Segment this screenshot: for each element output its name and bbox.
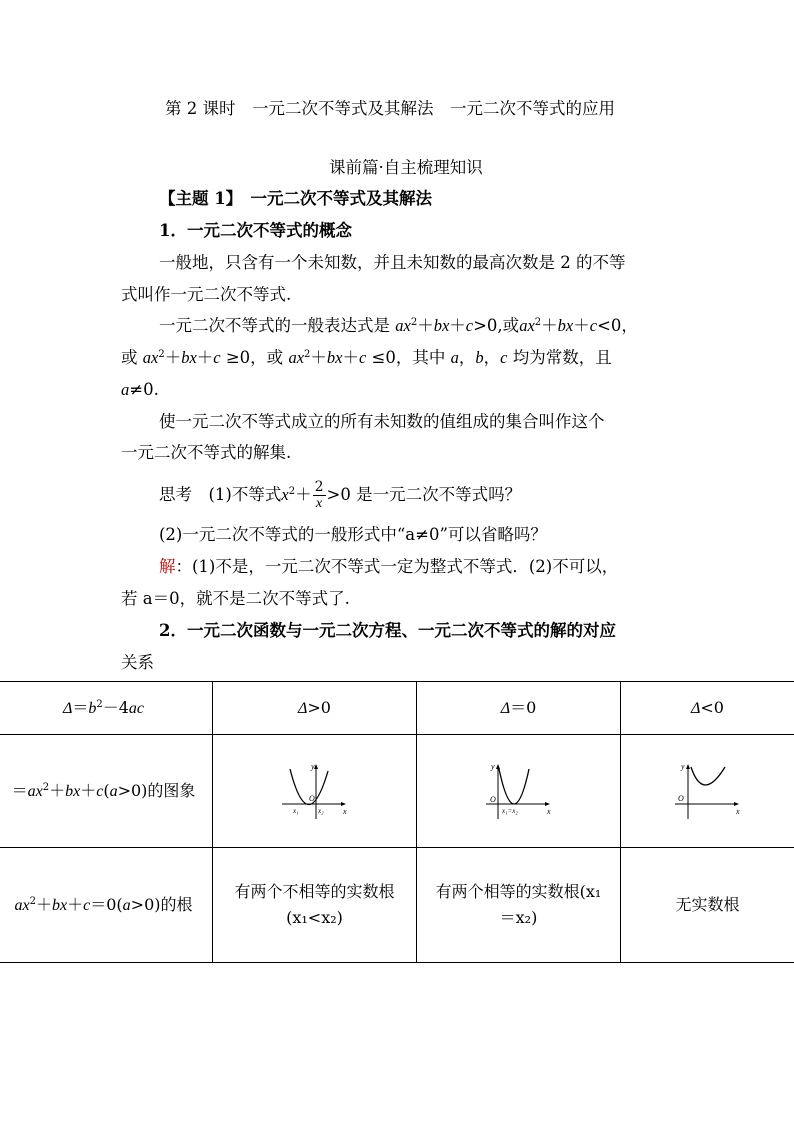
cell-roots-label: $ax^2+bx+c=0(a>0)$的根 [0, 848, 213, 963]
section-heading: 课前篇·自主梳理知识 [329, 158, 483, 177]
subheading-concept: 1．一元二次不等式的概念 [159, 221, 352, 240]
think-question-2: (2)一元二次不等式的一般形式中“a≠0”可以省略吗？ [159, 525, 547, 544]
cell-two-distinct-roots: 有两个不相等的实数根 (x₁<x₂) [213, 848, 417, 963]
answer-text-1: ：(1)不是，一元二次不等式一定为整式不等式．(2)不可以， [175, 557, 619, 576]
subheading-correspondence: 2．一元二次函数与一元二次方程、一元二次不等式的解的对应 [159, 621, 616, 640]
answer-label: 解 [159, 557, 176, 576]
subheading-correspondence-cont: 关系 [121, 653, 154, 672]
cell-graph-two-roots [213, 735, 417, 848]
svg-text:y: y [680, 762, 685, 771]
paragraph-definition-cont: 式叫作一元二次不等式. [121, 285, 292, 304]
topic-heading: 【主题 1】 一元二次不等式及其解法 [159, 189, 432, 208]
svg-text:x₂: x₂ [317, 807, 324, 815]
paragraph-general-form-cont: 或 $ax^2+bx+c \ge 0$，或 $ax^2+bx+c \le 0$，其中 a，b，c 均为常数，且 [121, 348, 612, 367]
cell-delta-positive: Δ>0 [213, 682, 417, 735]
paragraph-solution-set: 使一元二次不等式成立的所有未知数的值组成的集合叫作这个 [159, 412, 605, 431]
table-row-discriminant [0, 682, 794, 735]
parabola-no-root-graph [673, 761, 743, 821]
general-form-mid: ，其中 [395, 348, 446, 367]
svg-text:O: O [308, 794, 315, 803]
cell-graph-no-root [621, 735, 794, 848]
cell-graph-label: $=ax^2+bx+c(a>0)$的图象 [0, 735, 213, 848]
cell-graph-one-root [417, 735, 621, 848]
table-row-graph [0, 735, 794, 848]
svg-text:x₁=x₂: x₁=x₂ [501, 807, 518, 815]
svg-text:x: x [546, 807, 551, 816]
think-label: 思考 [159, 485, 192, 504]
svg-text:y: y [490, 762, 495, 771]
paragraph-general-form-end: a≠0. [121, 380, 159, 399]
general-form-tail: 均为常数，且 [512, 348, 612, 367]
paragraph-general-form: 一元二次不等式的一般表达式是 $ax^2+bx+c>0$,或$ax^2+bx+c<0$， [159, 316, 638, 335]
svg-text:x: x [735, 807, 740, 816]
svg-text:x: x [342, 807, 347, 816]
answer-line-2: 若 a＝0，就不是二次不等式了. [121, 589, 350, 608]
general-form-lead: 一元二次不等式的一般表达式是 [159, 316, 390, 335]
svg-text:O: O [489, 795, 496, 804]
parabola-two-roots-graph [280, 761, 350, 821]
parabola-one-root-graph [484, 761, 554, 821]
cell-delta-negative: Δ<0 [621, 682, 794, 735]
cell-two-equal-roots: 有两个相等的实数根(x₁ ＝x₂) [417, 848, 621, 963]
answer-line-1 [159, 555, 618, 579]
table-row-roots [0, 848, 794, 963]
fraction-2-over-x: $\frac{2}{x}$ [314, 479, 324, 511]
cell-discriminant: $\Delta=b^2-4ac$ [0, 682, 213, 735]
cell-no-real-roots: 无实数根 [621, 848, 794, 963]
svg-text:x₁: x₁ [292, 807, 299, 815]
svg-text:y: y [310, 762, 315, 771]
page-title: 第 2 课时 一元二次不等式及其解法 一元二次不等式的应用 [165, 99, 615, 118]
paragraph-definition: 一般地，只含有一个未知数，并且未知数的最高次数是 2 的不等 [159, 253, 626, 272]
think-question-1: 思考 (1)不等式$x^2+$ $\frac{2}{x}$ >0 是一元二次不等式吗？ [159, 479, 522, 511]
think-q1-prefix: (1)不等式 [208, 485, 282, 504]
svg-text:O: O [677, 794, 684, 803]
cell-delta-zero: Δ＝0 [417, 682, 621, 735]
think-q1-suffix: >0 是一元二次不等式吗？ [326, 485, 522, 504]
solution-table [0, 681, 794, 963]
paragraph-solution-set-cont: 一元二次不等式的解集. [121, 443, 292, 462]
